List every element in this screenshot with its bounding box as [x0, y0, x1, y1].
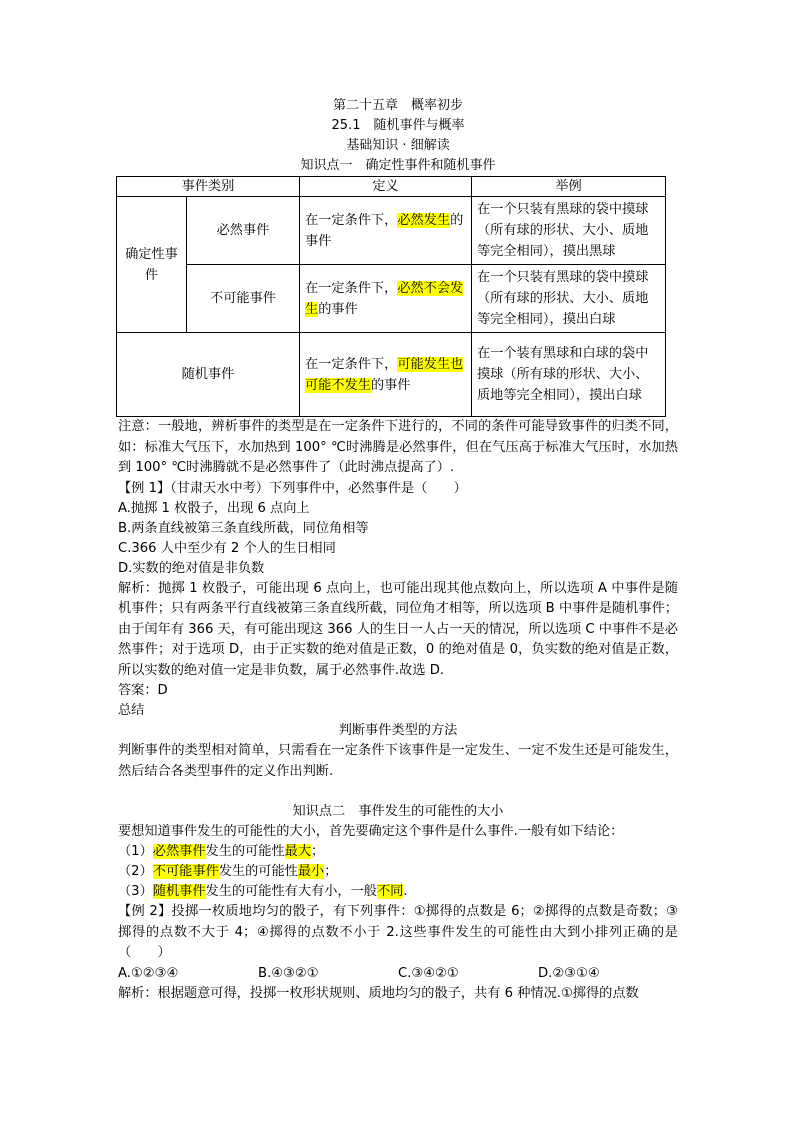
definition-text: 的事件 [370, 377, 411, 393]
conclusion-text: ； [324, 864, 338, 879]
option-d: D.实数的绝对值是非负数 [118, 560, 265, 576]
conclusion-text: . [403, 884, 408, 899]
option-a: A.抛掷 1 枚骰子，出现 6 点向上 [118, 500, 310, 516]
conclusion-text: ； [311, 844, 325, 859]
conclusion-1 [118, 842, 678, 862]
conclusion-2 [118, 862, 678, 882]
conclusion-text: 发生的可能性 [205, 844, 285, 859]
knowledge-point-1-title: 知识点一 确定性事件和随机事件 [300, 158, 496, 173]
example-2-options [118, 964, 678, 984]
highlight-text: 必然不会发生 [305, 280, 464, 317]
table-header-row [117, 177, 666, 197]
option-c: C.③④②① [398, 965, 459, 981]
conclusion-3 [118, 882, 678, 902]
example-cell: 在一个只装有黑球的袋中摸球（所有球的形状、大小、质地等完全相同），摸出黑球 [472, 197, 666, 265]
section-title: 25.1 随机事件与概率 [331, 118, 465, 133]
part-title: 基础知识 · 细解读 [346, 138, 450, 153]
conclusion-number: （2） [118, 864, 153, 879]
example-1-title: 【例 1】（甘肃天水中考）下列事件中，必然事件是（ ） [118, 480, 467, 496]
summary-label: 总结 [118, 703, 145, 718]
chapter-title: 第二十五章 概率初步 [332, 98, 463, 113]
highlight-text: 最大 [284, 844, 312, 859]
highlight-text: 不可能事件 [152, 864, 219, 879]
conclusion-text: 发生的可能性有大有小，一般 [205, 884, 377, 899]
example-2-analysis: 解析：根据题意可得，投掷一枚形状规则、质地均匀的骰子，共有 6 种情况.①掷得的点数 [118, 985, 639, 1001]
header-event-category: 事件类别 [117, 177, 300, 197]
highlight-text: 必然事件 [152, 844, 206, 859]
option-b: B.两条直线被第三条直线所截，同位角相等 [118, 520, 369, 536]
definition-text: 在一定条件下， [305, 212, 398, 228]
option-c: C.366 人中至少有 2 个人的生日相同 [118, 540, 336, 556]
knowledge-point-2-intro: 要想知道事件发生的可能性的大小，首先要确定这个事件是什么事件.一般有如下结论： [118, 824, 624, 839]
conclusion-number: （1） [118, 844, 153, 859]
table-row [117, 265, 666, 333]
summary-title: 判断事件类型的方法 [338, 723, 458, 738]
definition-text: 的事件 [305, 212, 464, 249]
highlight-text: 随机事件 [152, 884, 206, 899]
header-example: 举例 [472, 177, 666, 197]
highlight-text: 可能发生也可能不发生 [305, 356, 464, 393]
definition-text: 在一定条件下， [305, 280, 398, 296]
definition-cell [300, 265, 472, 333]
example-cell: 在一个装有黑球和白球的袋中摸球（所有球的形状、大小、质地等完全相同），摸出白球 [472, 333, 666, 417]
example-1-analysis: 解析：抛掷 1 枚骰子，可能出现 6 点向上，也可能出现其他点数向上，所以选项 A 中事件是随机事件；只有两条平行直线被第三条直线所截，同位角才相等，所以选项 B 中事件是随机事件；由于闰年有 366 天，有可能出现这 366 人的生日一人占一天的情况，所以选项 C 中事件不是必然事件；对于选项 D，由于正实数的绝对值是正数，0 的绝对值是 0，负实数的绝对值是正数，所以实数的绝对值一定是非负数，属于必然事件.故选 D. [118, 580, 678, 678]
note-paragraph: 注意：一般地，辨析事件的类型是在一定条件下进行的，不同的条件可能导致事件的归类不同，如：标准大气压下，水加热到 100° ℃时沸腾是必然事件，但在气压高于标准大气压时，水加热到 100° ℃时沸腾就不是必然事件了（此时沸点提高了）. [118, 419, 678, 475]
summary-text: 判断事件的类型相对简单，只需看在一定条件下该事件是一定发生、一定不发生还是可能发生，然后结合各类型事件的定义作出判断. [118, 743, 678, 779]
option-a: A.①②③④ [118, 965, 179, 981]
definition-cell [300, 197, 472, 265]
conclusion-text: 发生的可能性 [218, 864, 298, 879]
definition-cell [300, 333, 472, 417]
definition-text: 在一定条件下， [305, 356, 398, 372]
category-cell: 不可能事件 [187, 265, 300, 333]
header-definition: 定义 [300, 177, 472, 197]
spacer [118, 782, 678, 802]
table-row [117, 197, 666, 265]
definition-text: 的事件 [318, 301, 358, 317]
highlight-text: 不同 [376, 884, 404, 899]
example-1-answer: 答案：D [118, 683, 168, 698]
table-row [117, 333, 666, 417]
category-cell: 随机事件 [117, 333, 300, 417]
category-cell: 必然事件 [187, 197, 300, 265]
option-b: B.④③②① [258, 965, 319, 981]
event-type-table [116, 176, 666, 417]
highlight-text: 必然发生 [397, 212, 451, 228]
group-label-deterministic: 确定性事件 [117, 197, 187, 333]
conclusion-number: （3） [118, 884, 153, 899]
document-page [118, 96, 678, 1004]
example-2-title: 【例 2】投掷一枚质地均匀的骰子，有下列事件：①掷得的点数是 6；②掷得的点数是奇数；③掷得的点数不大于 4；④掷得的点数不小于 2.这些事件发生的可能性由大到小排列正确的是（ ） [118, 904, 678, 960]
example-cell: 在一个只装有黑球的袋中摸球（所有球的形状、大小、质地等完全相同），摸出白球 [472, 265, 666, 333]
option-d: D.②③①④ [538, 965, 600, 981]
highlight-text: 最小 [297, 864, 325, 879]
knowledge-point-2-title: 知识点二 事件发生的可能性的大小 [292, 804, 504, 819]
